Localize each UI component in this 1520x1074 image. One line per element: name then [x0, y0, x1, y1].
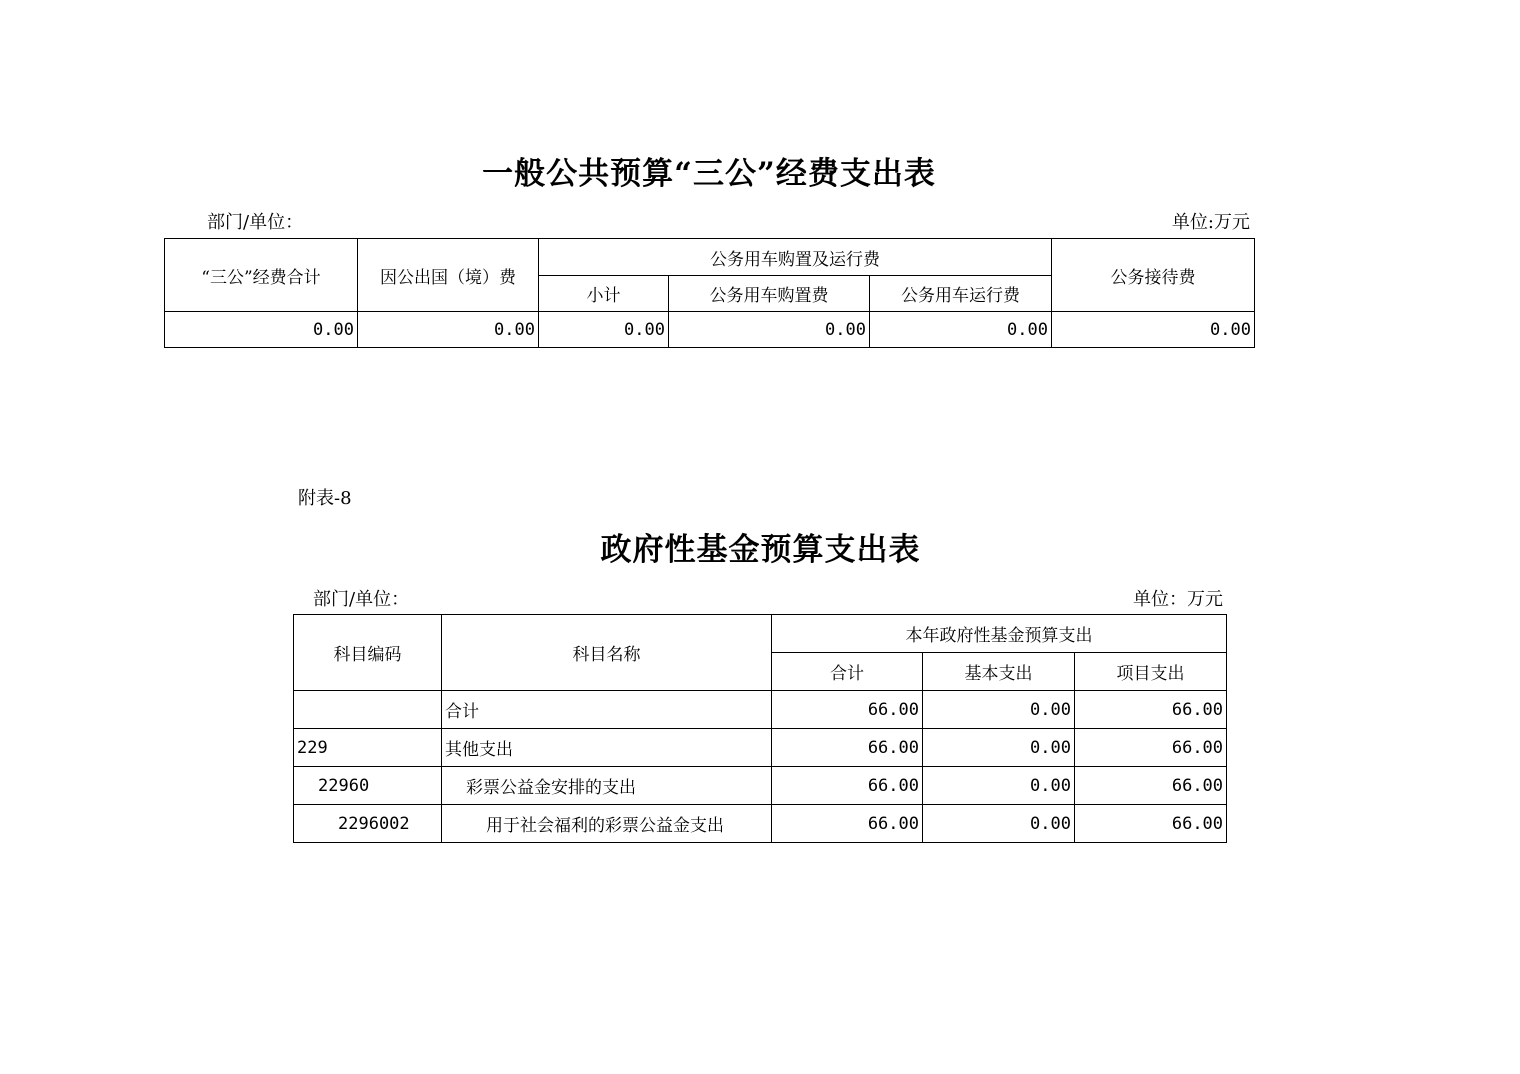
cell-total: 66.00: [772, 691, 923, 729]
cell-project: 66.00: [1075, 767, 1227, 805]
cell-name: 用于社会福利的彩票公益金支出: [442, 805, 772, 843]
header-basic: 基本支出: [923, 653, 1075, 691]
table-row: [294, 729, 1227, 767]
cell-project: 66.00: [1075, 729, 1227, 767]
header-subtotal: 小计: [539, 276, 669, 312]
cell-name: 合计: [442, 691, 772, 729]
table-row: [294, 767, 1227, 805]
cell-name: 彩票公益金安排的支出: [442, 767, 772, 805]
table2-unit-label: 单位：万元: [1133, 589, 1223, 610]
cell-reception: 0.00: [1052, 312, 1255, 348]
header-name: 科目名称: [442, 615, 772, 691]
cell-vehicle-purchase: 0.00: [669, 312, 870, 348]
cell-total: 66.00: [772, 729, 923, 767]
cell-vehicle-operation: 0.00: [870, 312, 1052, 348]
header-total: 合计: [772, 653, 923, 691]
header-vehicle-operation: 公务用车运行费: [870, 276, 1052, 312]
cell-basic: 0.00: [923, 691, 1075, 729]
government-fund-table: [293, 614, 1227, 843]
header-vehicle-group: 公务用车购置及运行费: [539, 239, 1052, 276]
table-row: [294, 691, 1227, 729]
header-vehicle-purchase: 公务用车购置费: [669, 276, 870, 312]
header-reception: 公务接待费: [1052, 239, 1255, 312]
cell-subtotal: 0.00: [539, 312, 669, 348]
table2-dept-label: 部门/单位：: [313, 589, 410, 610]
table1-title: 一般公共预算“三公”经费支出表: [482, 156, 936, 192]
header-project: 项目支出: [1075, 653, 1227, 691]
three-public-expenses-table: [164, 238, 1255, 348]
cell-basic: 0.00: [923, 767, 1075, 805]
cell-total: 66.00: [772, 767, 923, 805]
table-row: [165, 312, 1255, 348]
cell-basic: 0.00: [923, 729, 1075, 767]
table2-title: 政府性基金预算支出表: [600, 532, 921, 568]
cell-project: 66.00: [1075, 691, 1227, 729]
table1-dept-label: 部门/单位：: [207, 212, 304, 233]
cell-total: 0.00: [165, 312, 358, 348]
cell-total: 66.00: [772, 805, 923, 843]
header-abroad: 因公出国（境）费: [358, 239, 539, 312]
cell-basic: 0.00: [923, 805, 1075, 843]
cell-project: 66.00: [1075, 805, 1227, 843]
cell-abroad: 0.00: [358, 312, 539, 348]
annex-label: 附表-8: [298, 488, 352, 509]
header-total: “三公”经费合计: [165, 239, 358, 312]
cell-code: 22960: [294, 767, 442, 805]
header-group: 本年政府性基金预算支出: [772, 615, 1227, 653]
header-code: 科目编码: [294, 615, 442, 691]
table1-unit-label: 单位:万元: [1171, 212, 1250, 233]
cell-code: 229: [294, 729, 442, 767]
cell-code: 2296002: [294, 805, 442, 843]
cell-name: 其他支出: [442, 729, 772, 767]
table-row: [294, 805, 1227, 843]
cell-code: [294, 691, 442, 729]
